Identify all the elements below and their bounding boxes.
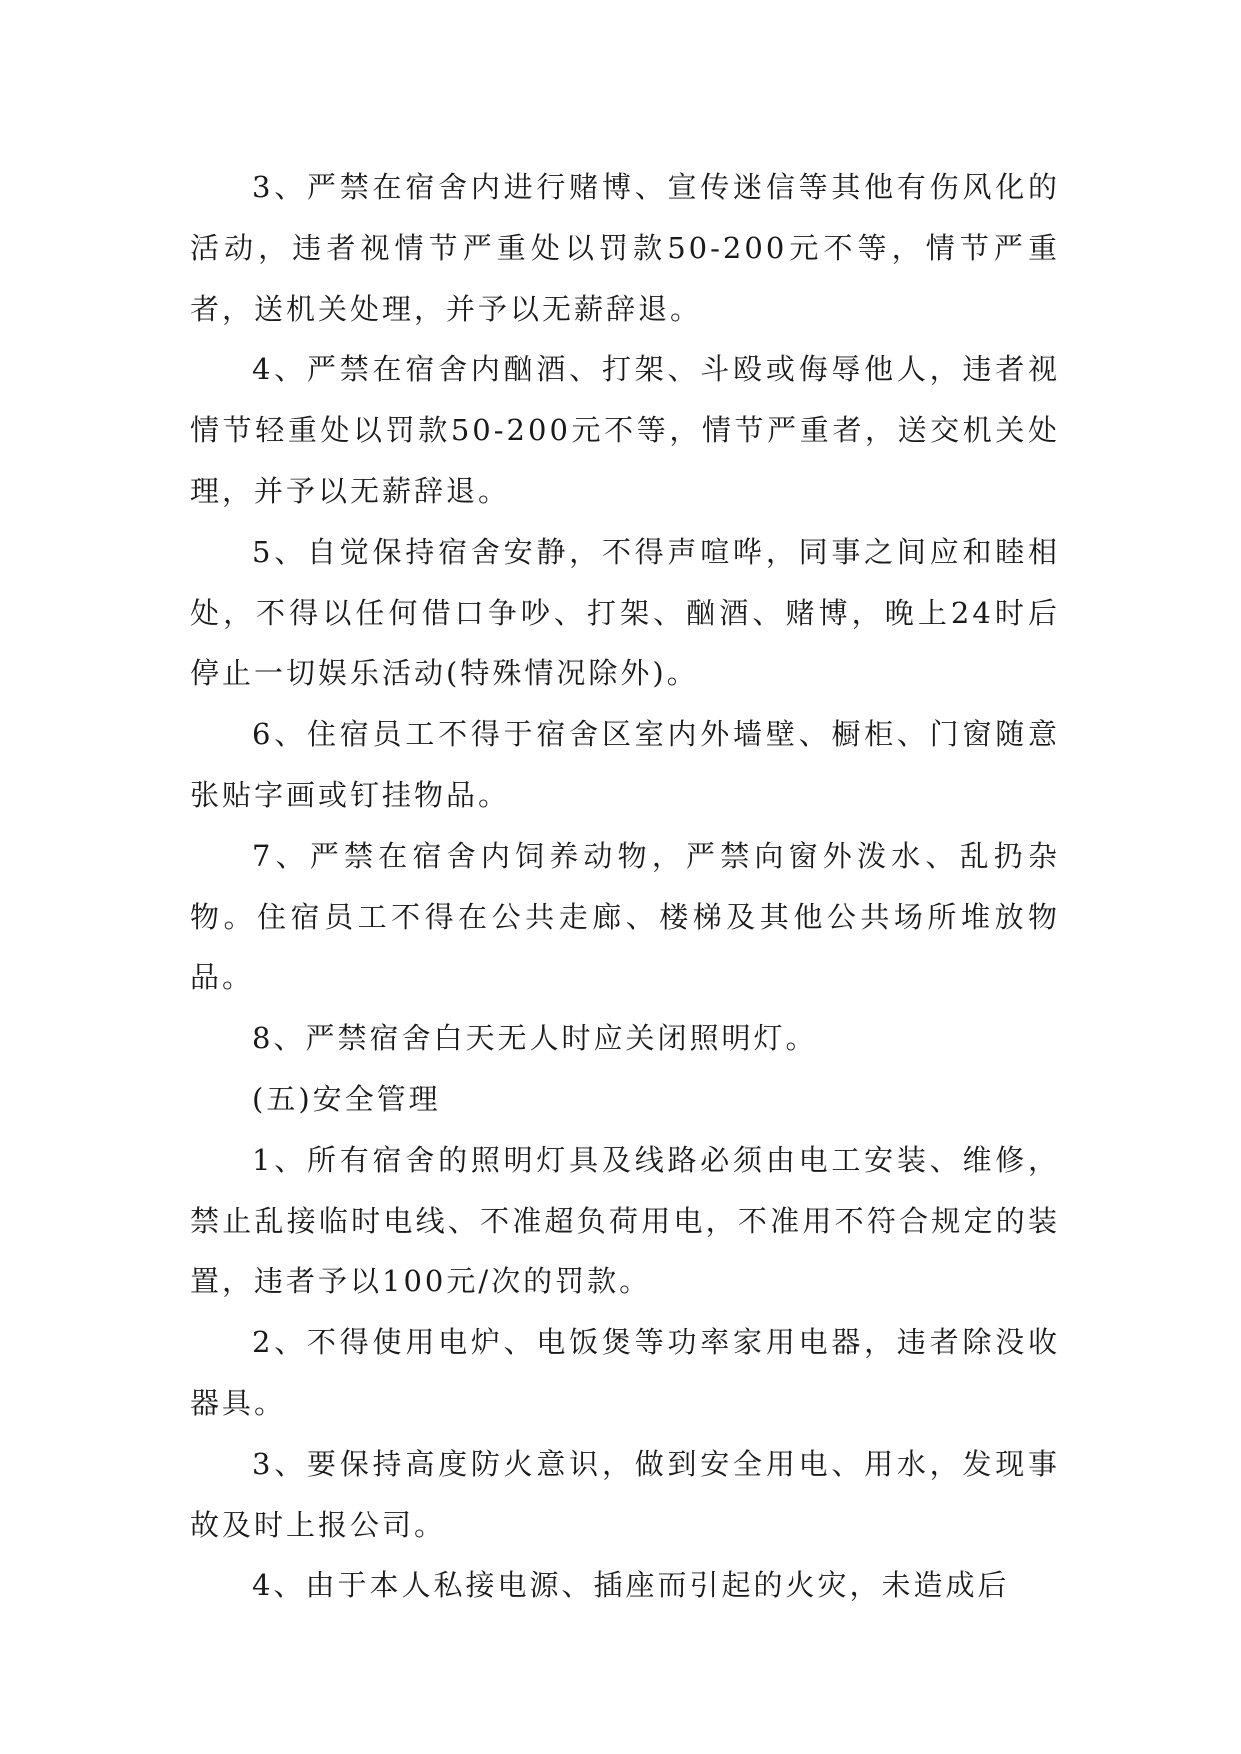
paragraph-safety-2-appliances: 2、不得使用电炉、电饭煲等功率家用电器，违者除没收器具。 [190,1325,1060,1420]
paragraph-safety-4-power: 4、由于本人私接电源、插座而引起的火灾，未造成后 [252,1568,1010,1603]
paragraph-safety-3-fire: 3、要保持高度防火意识，做到安全用电、用水，发现事故及时上报公司。 [190,1446,1060,1542]
paragraph-rule-7-animals: 7、严禁在宿舍内饲养动物，严禁向窗外泼水、乱扔杂物。住宿员工不得在公共走廊、楼梯及其他公共场所堆放物品。 [190,838,1060,995]
paragraph-rule-3-gambling: 3、严禁在宿舍内进行赌博、宣传迷信等其他有伤风化的活动，违者视情节严重处以罚款50-200元不等，情节严重者，送机关处理，并予以无薪辞退。 [190,170,1060,326]
paragraph-safety-1-wiring: 1、所有宿舍的照明灯具及线路必须由电工安装、维修，禁止乱接临时电线、不准超负荷用电，不准用不符合规定的装置，违者予以100元/次的罚款。 [190,1142,1060,1299]
paragraph-rule-4-fighting: 4、严禁在宿舍内酗酒、打架、斗殴或侮辱他人，违者视情节轻重处以罚款50-200元不等，情节严重者，送交机关处理，并予以无薪辞退。 [190,352,1060,508]
paragraph-rule-6-walls: 6、住宿员工不得于宿舍区室内外墙壁、橱柜、门窗随意张贴字画或钉挂物品。 [190,717,1060,812]
section-heading-safety: (五)安全管理 [252,1081,441,1116]
paragraph-rule-8-lights: 8、严禁宿舍白天无人时应关闭照明灯。 [252,1021,818,1056]
paragraph-rule-5-quiet: 5、自觉保持宿舍安静，不得声喧哗，同事之间应和睦相处，不得以任何借口争吵、打架、酗酒、赌博，晚上24时后停止一切娱乐活动(特殊情况除外)。 [190,534,1060,691]
document-body [190,157,1060,1616]
